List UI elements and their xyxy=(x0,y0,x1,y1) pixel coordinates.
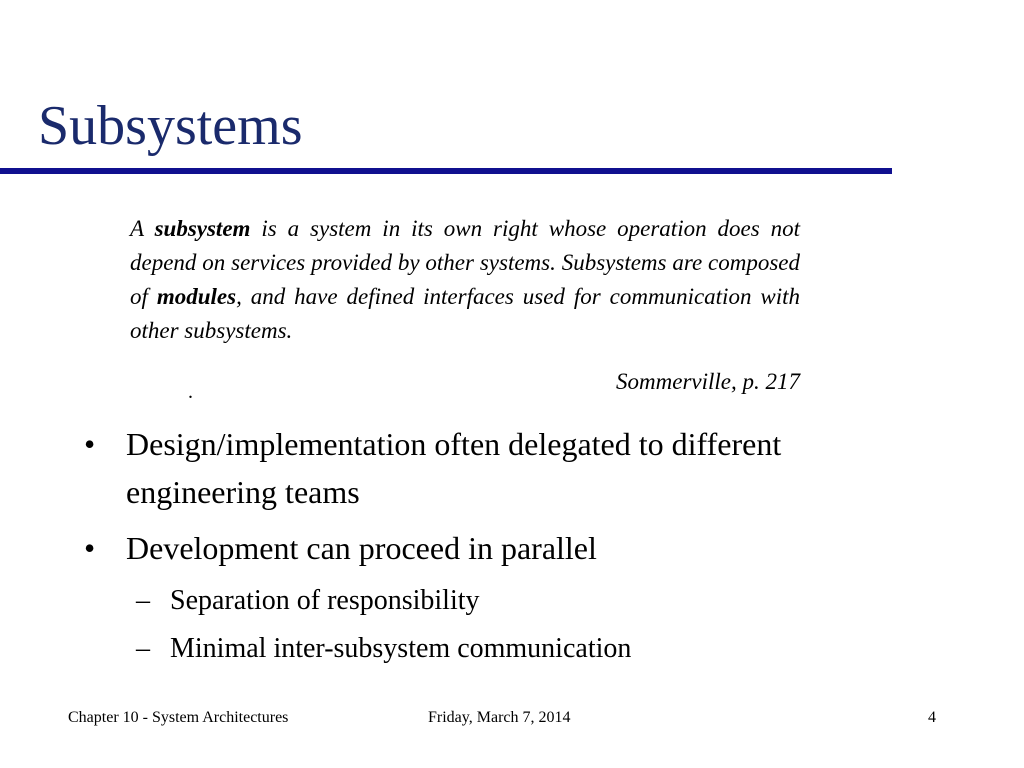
quote-term-subsystem: subsystem xyxy=(154,216,251,241)
bullet-marker: • xyxy=(84,530,96,566)
sub-bullet-text: Minimal inter-subsystem communication xyxy=(170,633,632,664)
definition-quote xyxy=(130,212,800,348)
sub-bullet-item xyxy=(84,580,864,622)
quote-citation: Sommerville, p. 217 xyxy=(616,369,800,394)
bullet-list xyxy=(84,420,864,676)
footer-page-number: 4 xyxy=(928,709,936,726)
bullet-item xyxy=(84,420,864,516)
bullet-marker: • xyxy=(84,426,96,462)
quote-text-3: , and have defined interfaces used for communication with other subsystems. xyxy=(130,284,800,343)
footer-date: Friday, March 7, 2014 xyxy=(428,709,571,726)
sub-bullet-marker: – xyxy=(136,633,150,664)
sub-bullet-text: Separation of responsibility xyxy=(170,585,480,616)
bullet-text: Development can proceed in parallel xyxy=(126,530,597,566)
footer-chapter: Chapter 10 - System Architectures xyxy=(68,709,289,726)
sub-bullet-item xyxy=(84,628,864,670)
quote-text-1: A xyxy=(130,216,155,241)
slide-title: Subsystems xyxy=(38,95,303,157)
quote-text-2: is a system in its own right whose operation does not depend on services provided by other systems. Subsystems are composed of xyxy=(130,216,801,309)
bullet-item xyxy=(84,524,864,572)
bullet-text: Design/implementation often delegated to different engineering teams xyxy=(126,426,782,510)
stray-mark: . xyxy=(188,381,193,403)
title-divider xyxy=(0,168,892,174)
quote-term-modules: modules xyxy=(156,284,237,309)
sub-bullet-marker: – xyxy=(136,585,150,616)
